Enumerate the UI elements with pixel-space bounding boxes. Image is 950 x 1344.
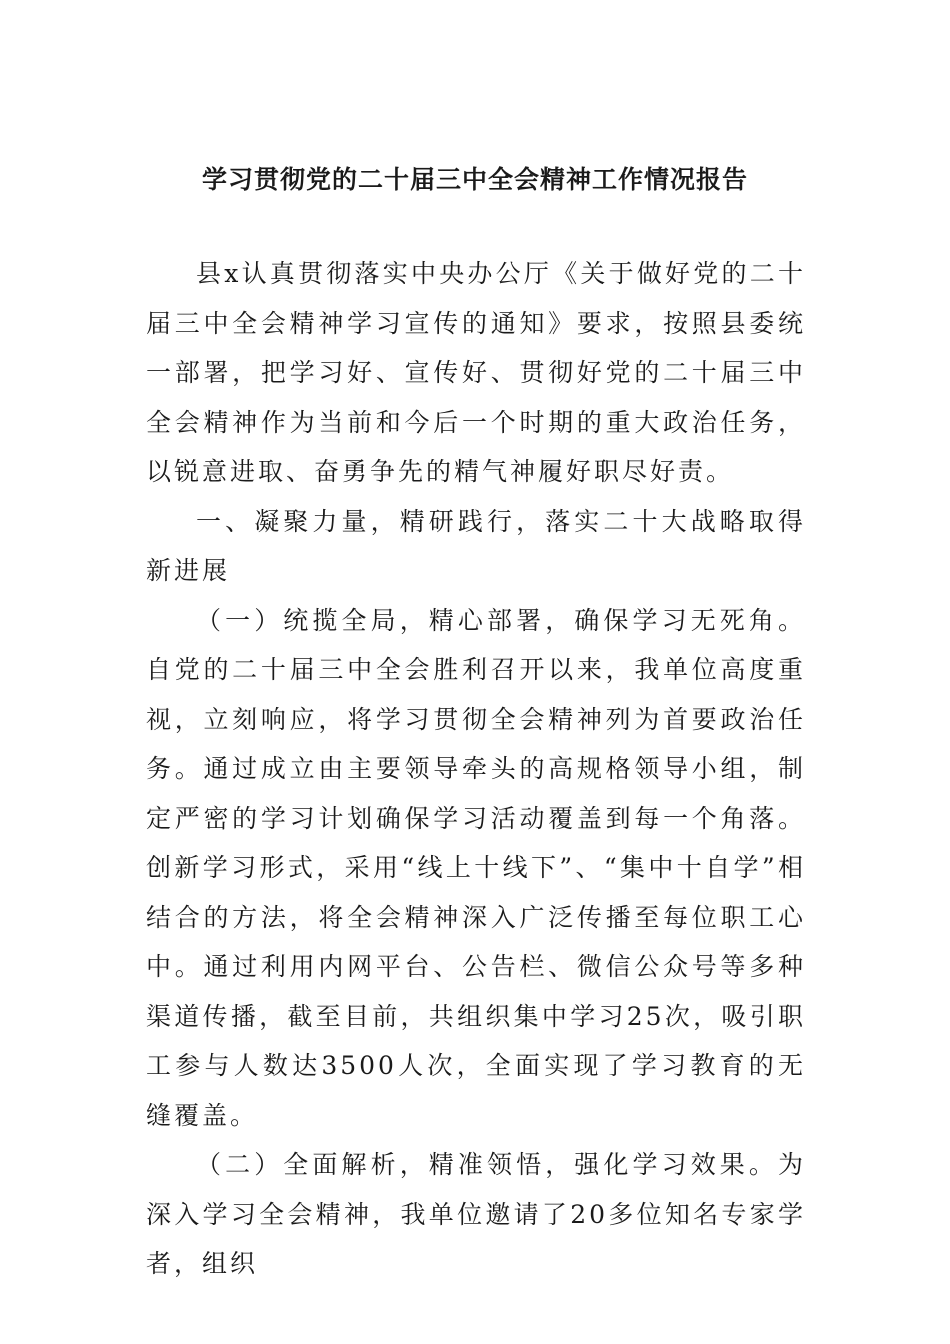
document-title: 学习贯彻党的二十届三中全会精神工作情况报告 <box>201 165 748 194</box>
document-body <box>146 249 806 1289</box>
section-heading-1: 一、凝聚力量，精研践行，落实二十大战略取得新进展 <box>146 506 806 585</box>
subsection-paragraph-2: （二）全面解析，精准领悟，强化学习效果。为深入学习全会精神，我单位邀请了20多位知名专家学者，组织 <box>146 1150 806 1278</box>
intro-paragraph: 县x认真贯彻落实中央办公厅《关于做好党的二十届三中全会精神学习宣传的通知》要求，按照县委统一部署，把学习好、宣传好、贯彻好党的二十届三中全会精神作为当前和今后一个时期的重大政治任务，以锐意进取、奋勇争先的精气神履好职尽好责。 <box>146 259 806 486</box>
subsection-paragraph-1: （一）统揽全局，精心部署，确保学习无死角。自党的二十届三中全会胜利召开以来，我单位高度重视，立刻响应，将学习贯彻全会精神列为首要政治任务。通过成立由主要领导牵头的高规格领导小组，制定严密的学习计划确保学习活动覆盖到每一个角落。创新学习形式，采用“线上十线下”、“集中十自学”相结合的方法，将全会精神深入广泛传播至每位职工心中。通过利用内网平台、公告栏、微信公众号等多种渠道传播，截至目前，共组织集中学习25次，吸引职工参与人数达3500人次，全面实现了学习教育的无缝覆盖。 <box>146 605 806 1130</box>
